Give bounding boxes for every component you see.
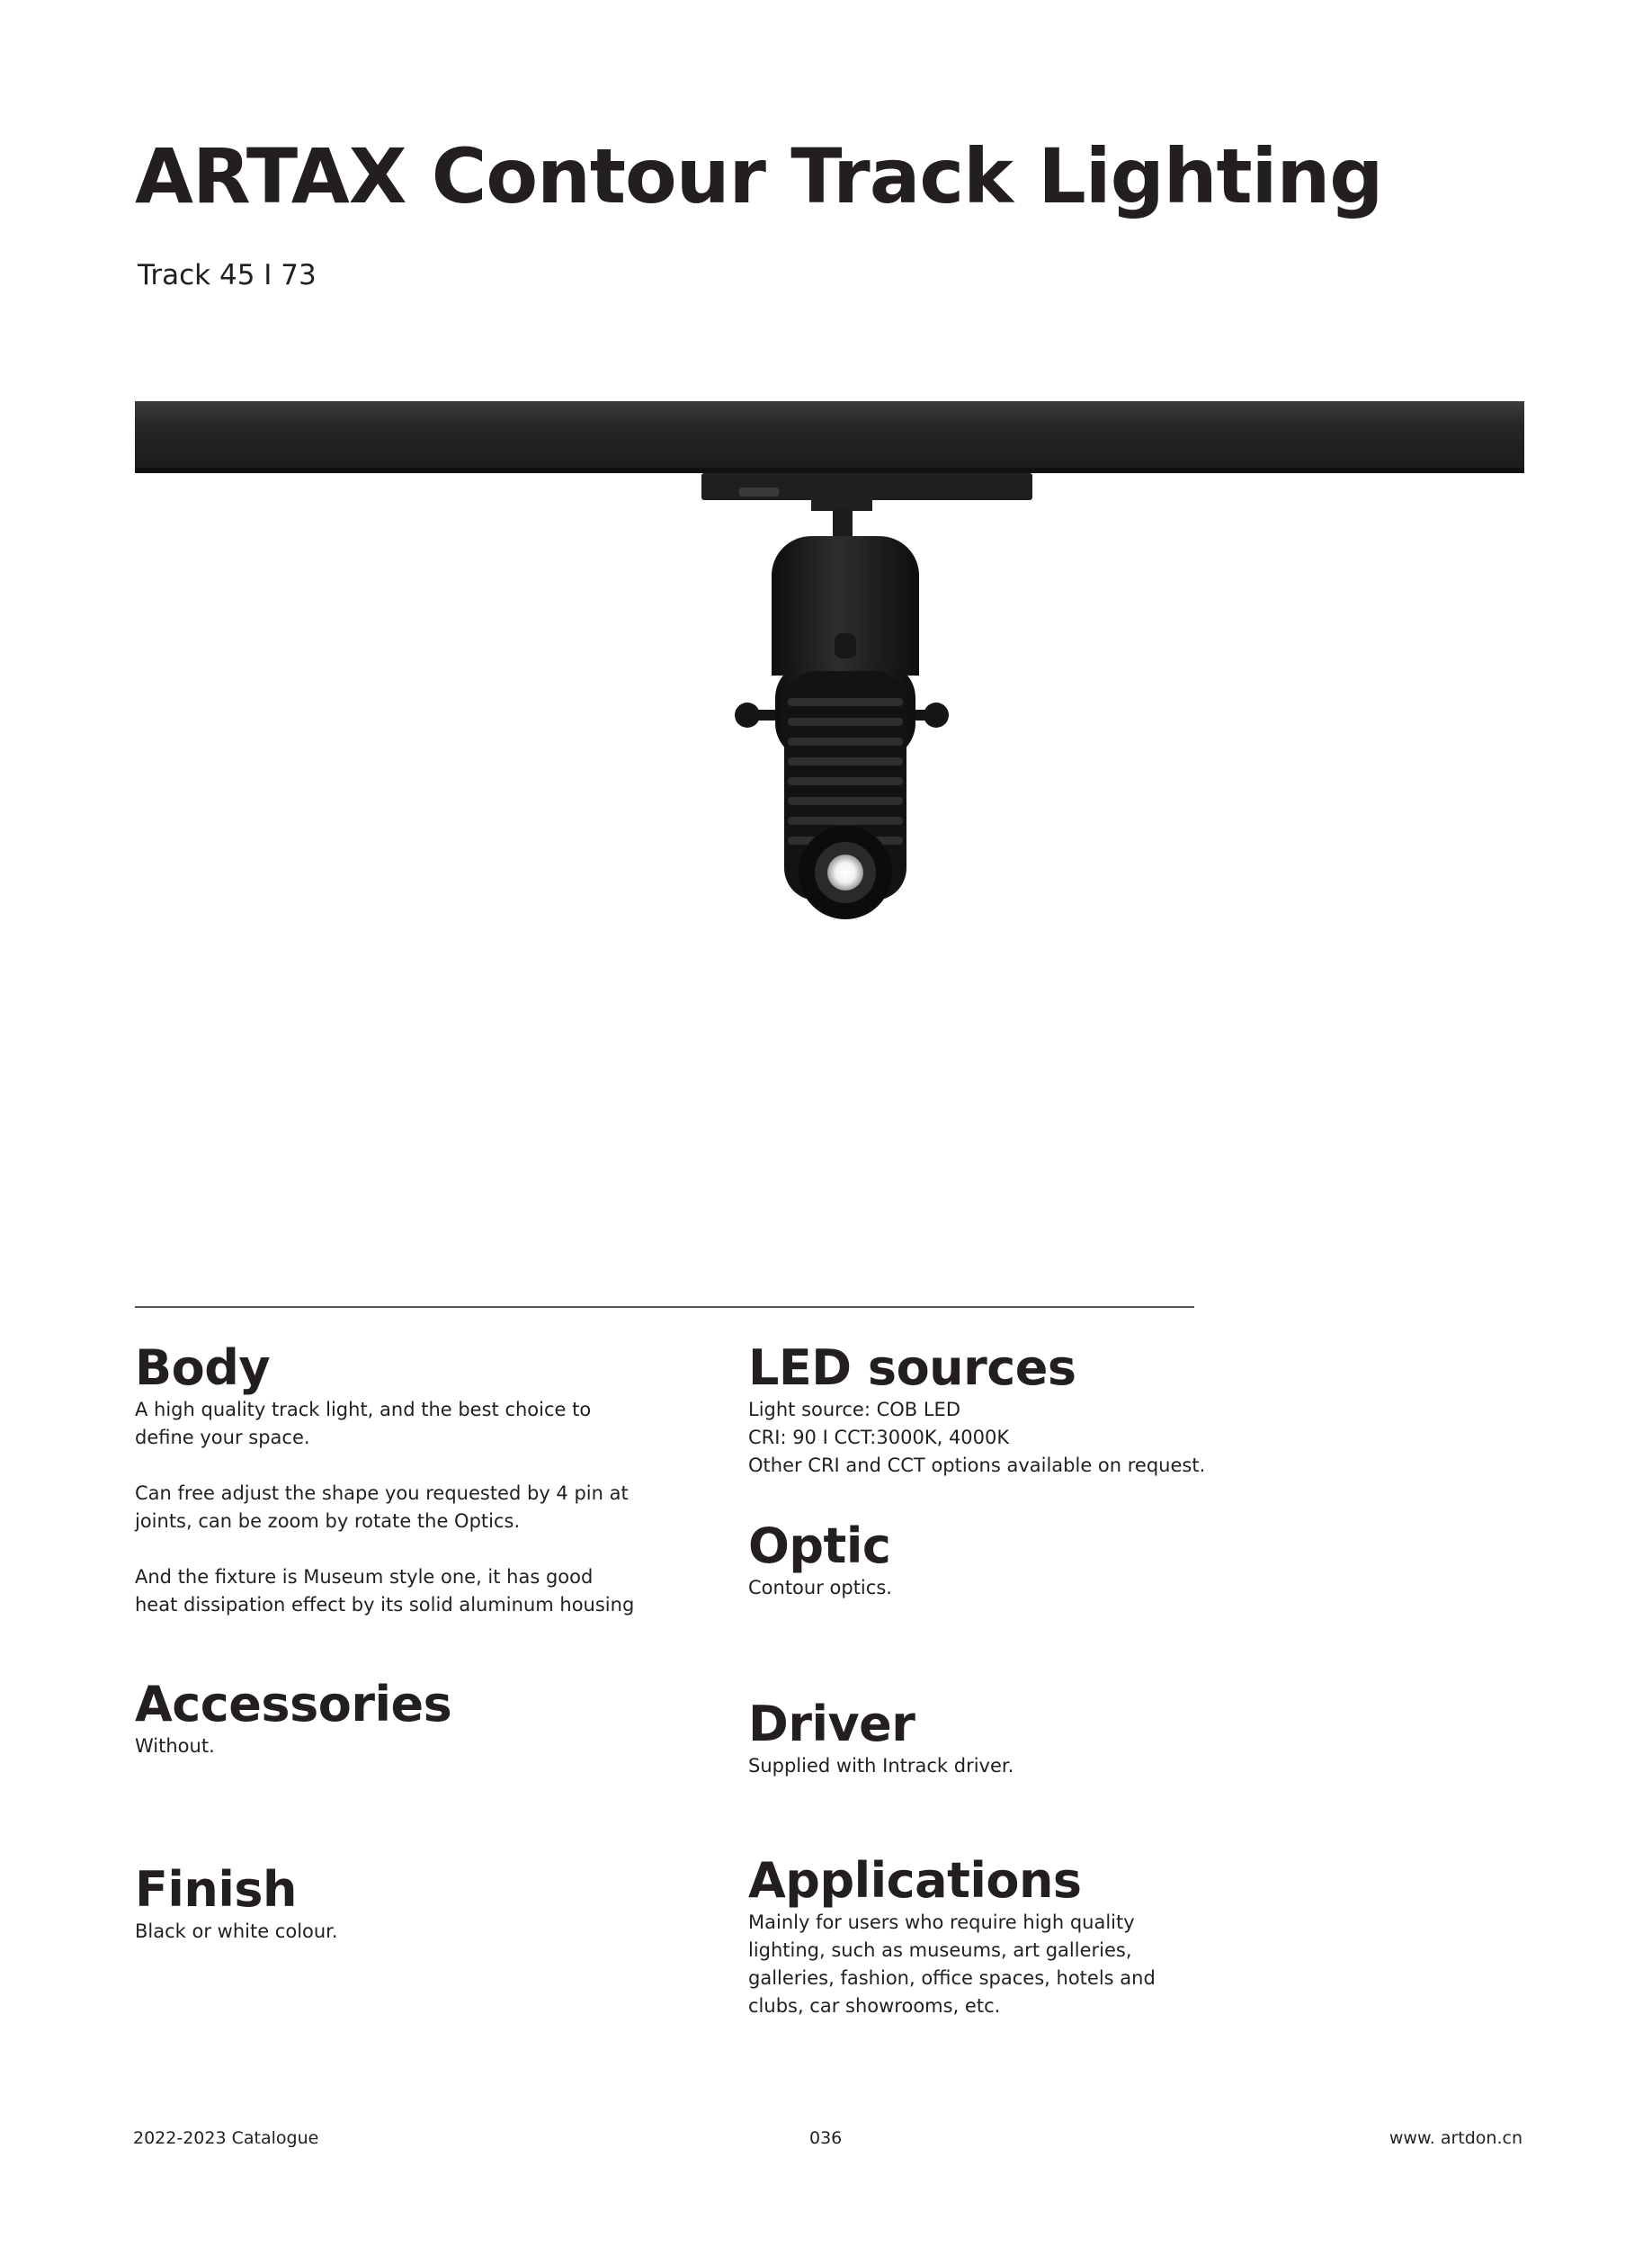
applications-heading: Applications xyxy=(748,1852,1082,1909)
accessories-section xyxy=(135,1677,638,1760)
driver-text: Supplied with Intrack driver. xyxy=(748,1755,1014,1777)
optic-heading: Optic xyxy=(748,1517,891,1574)
led-sources-heading: LED sources xyxy=(748,1339,1076,1396)
footer-website: www. artdon.cn xyxy=(1389,2128,1523,2148)
applications-text: Mainly for users who require high quality lighting, such as museums, art galleries, galleries, fashion, office spaces, hotels and clubs, car showrooms, etc. xyxy=(748,1911,1156,2018)
led-sources-text: Light source: COB LED CRI: 90 I CCT:3000K, 4000K Other CRI and CCT options available on request. xyxy=(748,1399,1206,1477)
body-text: A high quality track light, and the best choice to define your space. Can free adjust the shape you requested by 4 pin at joints, can be zoom by rotate the Optics. And the fixture is Museum style one, it has good heat dissipation effect by its solid aluminum housing xyxy=(135,1399,635,1616)
footer-catalogue: 2022-2023 Catalogue xyxy=(133,2128,319,2148)
product-image xyxy=(135,401,1524,941)
body-heading: Body xyxy=(135,1339,271,1396)
finish-heading: Finish xyxy=(135,1861,297,1918)
finish-section xyxy=(135,1862,638,1946)
accessories-heading: Accessories xyxy=(135,1676,452,1732)
section-divider xyxy=(135,1306,1194,1308)
page-subtitle: Track 45 I 73 xyxy=(138,259,317,291)
body-section xyxy=(135,1340,638,1619)
optic-section xyxy=(748,1518,1216,1602)
accessories-text: Without. xyxy=(135,1735,215,1758)
driver-section xyxy=(748,1696,1216,1780)
driver-heading: Driver xyxy=(748,1696,915,1752)
page-title: ARTAX Contour Track Lighting xyxy=(135,132,1383,220)
optic-text: Contour optics. xyxy=(748,1577,892,1599)
led-sources-section xyxy=(748,1340,1216,1480)
finish-text: Black or white colour. xyxy=(135,1920,338,1943)
applications-section xyxy=(748,1853,1216,2020)
footer-page-number: 036 xyxy=(809,2128,843,2148)
